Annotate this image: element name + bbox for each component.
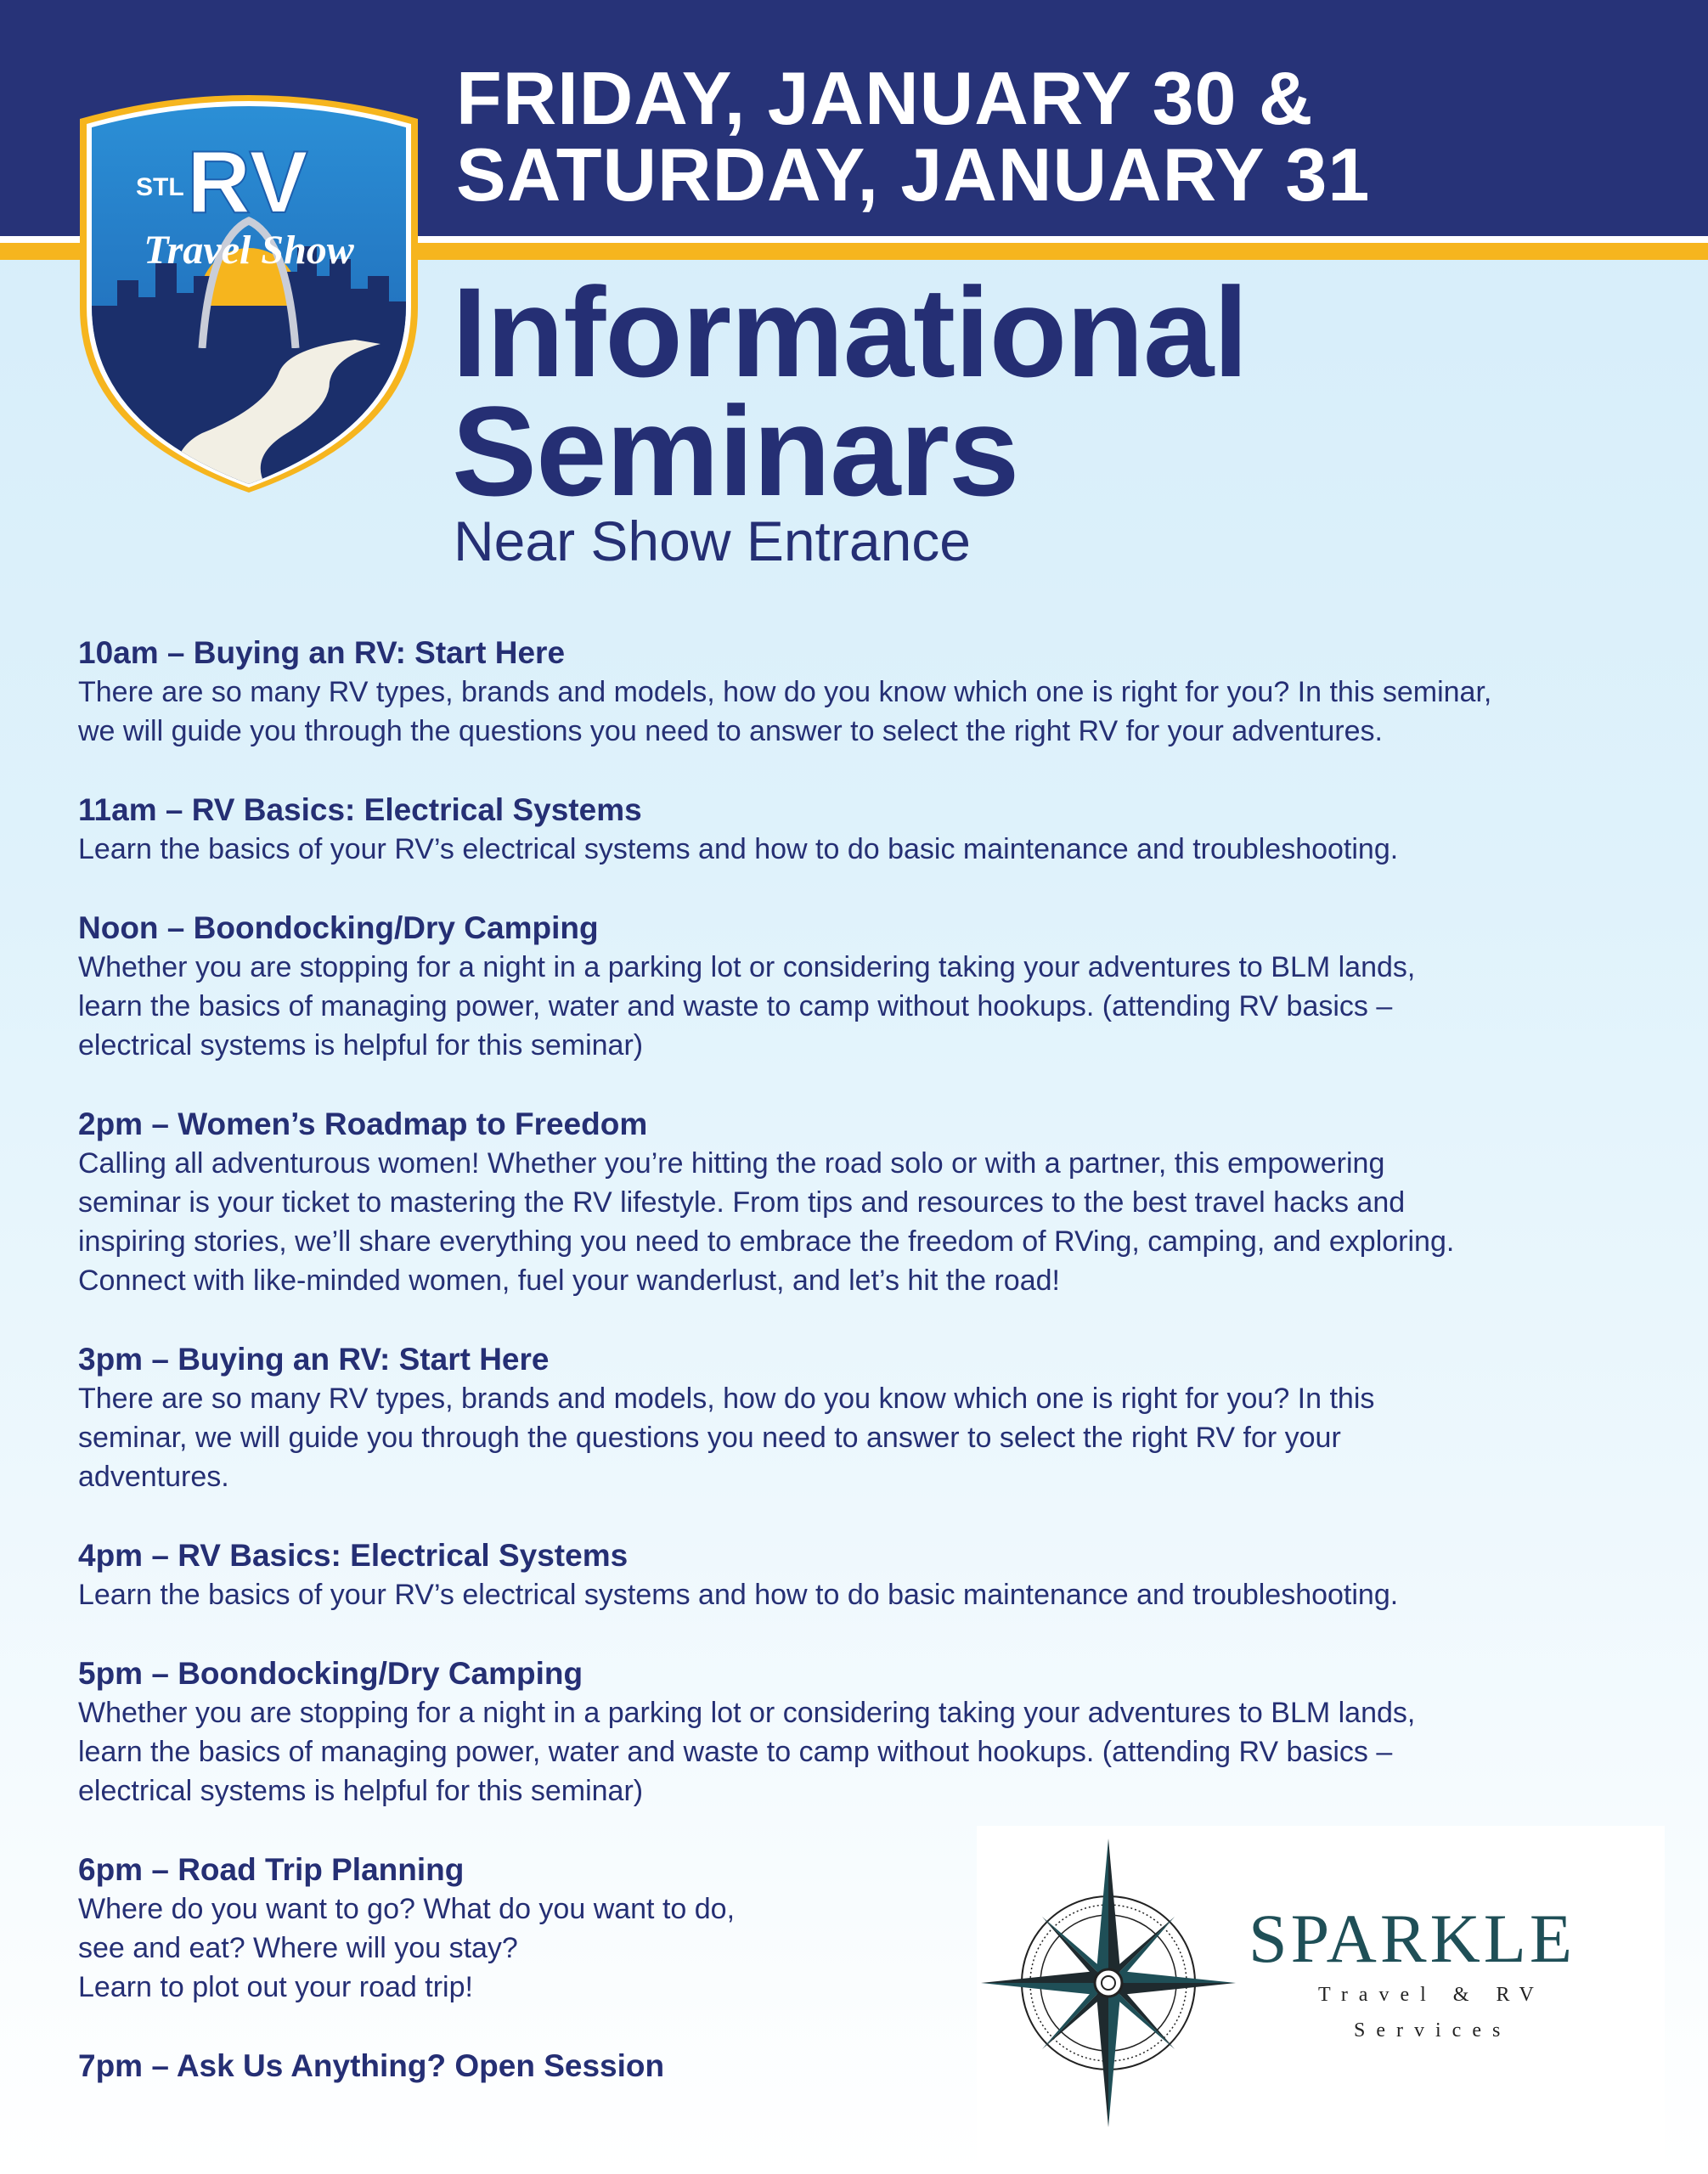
seminar-description: There are so many RV types, brands and models, how do you know which one is right for you? In this seminar, we will guide you through the questions you need to answer to select the right RV for your adventures. [78,1383,1375,1493]
seminar-title: 4pm – RV Basics: Electrical Systems [78,1538,629,1573]
seminar-item [78,1536,1641,1614]
seminar-description: Whether you are stopping for a night in a parking lot or considering taking your adventures to BLM lands, learn the basics of managing power, water and waste to camp without hookups. (attending RV basics – electrical systems is helpful for this seminar) [78,1697,1416,1807]
page-title-line-2: Seminars [452,380,1019,522]
seminar-description: There are so many RV types, brands and models, how do you know which one is right for you? In this seminar, we will guide you through the questions you need to answer to select the right RV for your adventures. [78,676,1492,747]
sparkle-sponsor-logo [977,1826,1665,2166]
seminar-title: 11am – RV Basics: Electrical Systems [78,792,642,827]
seminar-title: 2pm – Women’s Roadmap to Freedom [78,1107,648,1141]
page-title-line-1: Informational [452,261,1249,403]
sparkle-tagline-2: Services [1354,2019,1512,2042]
event-date-line-2: SATURDAY, JANUARY 31 [456,132,1371,217]
seminar-description: Where do you want to go? What do you want to do, see and eat? Where will you stay? Learn to plot out your road trip! [78,1893,736,2003]
logo-stl-text: STL [136,173,184,201]
seminar-title: 10am – Buying an RV: Start Here [78,635,566,670]
seminar-title: Noon – Boondocking/Dry Camping [78,910,599,945]
seminar-description: Learn the basics of your RV’s electrical systems and how to do basic maintenance and troubleshooting. [78,833,1399,865]
seminar-description: Whether you are stopping for a night in a parking lot or considering taking your adventures to BLM lands, learn the basics of managing power, water and waste to camp without hookups. (attending RV basics – electrical systems is helpful for this seminar) [78,951,1416,1062]
logo-travel-show-text: Travel Show [144,228,354,273]
seminar-title: 7pm – Ask Us Anything? Open Session [78,2048,665,2083]
seminar-item [78,1654,1641,1811]
seminar-title: 6pm – Road Trip Planning [78,1852,465,1887]
seminar-item [78,634,1641,751]
seminar-title: 3pm – Buying an RV: Start Here [78,1342,550,1377]
seminar-item [78,791,1641,869]
event-date-line-1: FRIDAY, JANUARY 30 & [456,56,1314,140]
seminar-description: Calling all adventurous women! Whether you’re hitting the road solo or with a partner, this empowering seminar is your ticket to mastering the RV lifestyle. From tips and resources to the best travel hacks and inspiring stories, we’ll share everything you need to embrace the freedom of RVing, camping, and exploring. Connect with like-minded women, fuel your wanderlust, and let’s hit the road! [78,1147,1455,1297]
sparkle-tagline-1: Travel & RV [1318,1984,1545,2006]
logo-rv-text: RV [187,133,308,232]
seminar-item [78,1105,1641,1300]
seminar-description: Learn the basics of your RV’s electrical systems and how to do basic maintenance and troubleshooting. [78,1579,1399,1611]
seminar-title: 5pm – Boondocking/Dry Camping [78,1656,583,1691]
compass-rose-icon [977,1826,1240,2166]
stl-rv-travel-show-logo [75,93,423,493]
seminar-item [78,909,1641,1065]
location-subtitle: Near Show Entrance [454,510,971,572]
sparkle-brand-name: SPARKLE [1249,1900,1576,1977]
seminar-item [78,1340,1641,1496]
